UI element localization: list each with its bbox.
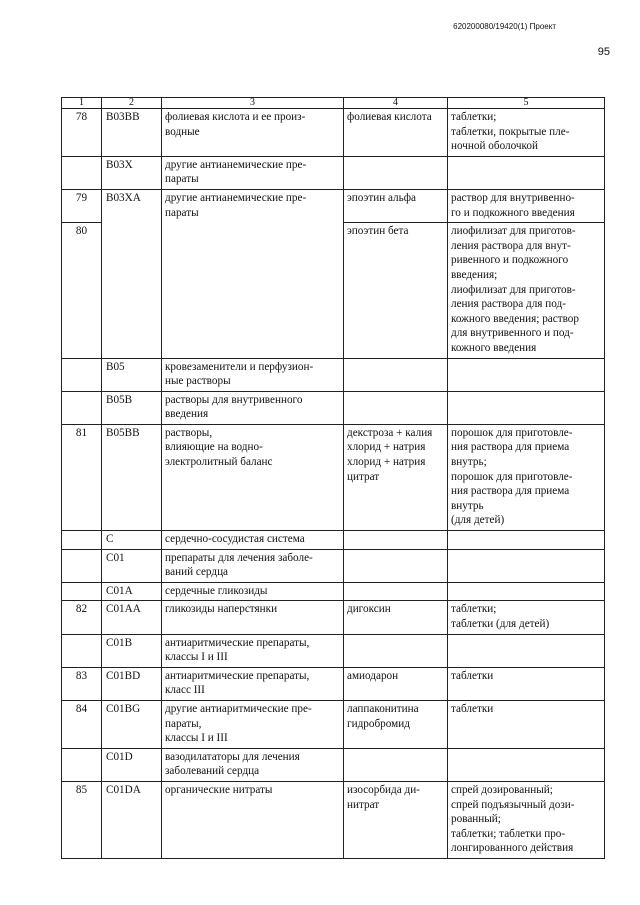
drug-name-line: хлорид + натрия bbox=[347, 456, 426, 469]
dosage-form-line: лиофилизат для приготов- bbox=[451, 283, 576, 296]
row-number bbox=[62, 634, 102, 667]
row-number bbox=[62, 156, 102, 189]
dosage-form-line: таблетки bbox=[451, 669, 494, 682]
drug-name-line: эпоэтин альфа bbox=[347, 191, 416, 204]
atc-group-line: кровезаменители и перфузион- bbox=[165, 360, 314, 373]
row-number bbox=[62, 531, 102, 550]
atc-code: C01DA bbox=[102, 781, 162, 858]
atc-group-line: другие антиаритмические пре- bbox=[165, 702, 312, 715]
atc-code: C01 bbox=[102, 549, 162, 582]
atc-group-line: параты bbox=[165, 206, 199, 219]
row-number: 80 bbox=[62, 223, 102, 358]
atc-group-line: гликозиды наперстянки bbox=[165, 603, 278, 616]
atc-group-line: классы I и III bbox=[165, 651, 228, 664]
dosage-form-line: внутрь; bbox=[451, 456, 487, 469]
atc-code: B05BB bbox=[102, 424, 162, 530]
drug-name bbox=[344, 358, 448, 391]
atc-code: B03BB bbox=[102, 109, 162, 157]
row-number bbox=[62, 582, 102, 601]
dosage-form bbox=[448, 189, 605, 222]
atc-group-line: заболеваний сердца bbox=[165, 765, 260, 778]
atc-group-line: влияющие на водно- bbox=[165, 441, 263, 454]
table-row bbox=[62, 358, 605, 391]
drug-name bbox=[344, 223, 448, 358]
drug-name-line: хлорид + натрия bbox=[347, 441, 426, 454]
atc-group-line: растворы для внутривенного bbox=[165, 393, 303, 406]
row-number: 79 bbox=[62, 189, 102, 222]
dosage-form-line: лонгированного действия bbox=[451, 842, 574, 855]
column-header-1: 1 bbox=[62, 98, 102, 109]
atc-group bbox=[162, 189, 344, 222]
atc-code: B05B bbox=[102, 391, 162, 424]
row-number bbox=[62, 358, 102, 391]
drug-name bbox=[344, 667, 448, 700]
dosage-form bbox=[448, 700, 605, 748]
drug-name-line: эпоэтин бета bbox=[347, 225, 409, 238]
atc-group-line: электролитный баланс bbox=[165, 456, 273, 469]
atc-group-line: параты, bbox=[165, 717, 202, 730]
atc-code: C01BD bbox=[102, 667, 162, 700]
dosage-form bbox=[448, 667, 605, 700]
atc-group-line: классы I и III bbox=[165, 732, 228, 745]
atc-group-line: фолиевая кислота и ее произ- bbox=[165, 111, 306, 123]
dosage-form-line: таблетки; bbox=[451, 111, 497, 123]
drug-name-line: гидробромид bbox=[347, 717, 410, 730]
dosage-form-line: (для детей) bbox=[451, 514, 505, 527]
drug-name-line: лаппаконитина bbox=[347, 702, 419, 715]
drug-table bbox=[61, 97, 605, 859]
atc-group bbox=[162, 634, 344, 667]
table-row bbox=[62, 601, 605, 634]
drug-name bbox=[344, 601, 448, 634]
atc-group-line: растворы, bbox=[165, 426, 213, 439]
dosage-form bbox=[448, 358, 605, 391]
drug-name bbox=[344, 391, 448, 424]
dosage-form-line: кожного введения bbox=[451, 341, 537, 354]
dosage-form-line: ночной оболочкой bbox=[451, 140, 538, 153]
atc-group bbox=[162, 109, 344, 157]
dosage-form-line: порошок для приготовле- bbox=[451, 426, 573, 439]
table-row bbox=[62, 748, 605, 781]
atc-group bbox=[162, 781, 344, 858]
atc-code: C bbox=[102, 531, 162, 550]
column-header-5: 5 bbox=[448, 98, 605, 109]
drug-name bbox=[344, 531, 448, 550]
dosage-form-line: таблетки; таблетки про- bbox=[451, 827, 566, 840]
table-row bbox=[62, 156, 605, 189]
atc-group-line: класс III bbox=[165, 684, 205, 697]
atc-code: C01A bbox=[102, 582, 162, 601]
table-row bbox=[62, 781, 605, 858]
drug-name-line: дигоксин bbox=[347, 603, 391, 616]
dosage-form-line: ривенного и подкожного bbox=[451, 254, 569, 267]
drug-name-line: изосорбида ди- bbox=[347, 783, 420, 796]
table-row bbox=[62, 667, 605, 700]
dosage-form-line: ления раствора для под- bbox=[451, 298, 566, 311]
drug-name bbox=[344, 700, 448, 748]
atc-group-line: другие антианемические пре- bbox=[165, 191, 307, 204]
dosage-form bbox=[448, 634, 605, 667]
table-row bbox=[62, 582, 605, 601]
table-row bbox=[62, 634, 605, 667]
table-row bbox=[62, 549, 605, 582]
dosage-form-line: таблетки (для детей) bbox=[451, 618, 550, 630]
dosage-form bbox=[448, 223, 605, 358]
atc-group-line: ваний сердца bbox=[165, 566, 229, 579]
atc-group bbox=[162, 700, 344, 748]
row-number bbox=[62, 748, 102, 781]
dosage-form-line: ния раствора для приема bbox=[451, 441, 570, 454]
atc-code: B03X bbox=[102, 156, 162, 189]
atc-group bbox=[162, 531, 344, 550]
dosage-form-line: рованный; bbox=[451, 813, 501, 826]
row-number: 82 bbox=[62, 601, 102, 634]
atc-code bbox=[102, 223, 162, 358]
atc-group bbox=[162, 549, 344, 582]
table-row bbox=[62, 531, 605, 550]
row-number: 83 bbox=[62, 667, 102, 700]
drug-name bbox=[344, 189, 448, 222]
dosage-form-line: ления раствора для внут- bbox=[451, 239, 571, 252]
atc-group-line: антиаритмические препараты, bbox=[165, 636, 310, 649]
dosage-form bbox=[448, 156, 605, 189]
dosage-form-line: кожного введения; раствор bbox=[451, 312, 579, 325]
atc-group-line: сердечно-сосудистая система bbox=[165, 533, 305, 546]
drug-name-line: фолиевая кислота bbox=[347, 111, 432, 123]
document-id: 620200080/19420(1) Проект bbox=[453, 22, 556, 31]
drug-name-line: декстроза + калия bbox=[347, 426, 433, 439]
drug-name bbox=[344, 424, 448, 530]
dosage-form-line: раствор для внутривенно- bbox=[451, 191, 575, 204]
atc-group-line: параты bbox=[165, 173, 199, 186]
dosage-form bbox=[448, 582, 605, 601]
atc-code: C01D bbox=[102, 748, 162, 781]
row-number: 81 bbox=[62, 424, 102, 530]
drug-name bbox=[344, 748, 448, 781]
table-row bbox=[62, 391, 605, 424]
dosage-form-line: введения; bbox=[451, 268, 498, 281]
row-number: 78 bbox=[62, 109, 102, 157]
atc-group-line: другие антианемические пре- bbox=[165, 158, 307, 171]
dosage-form-line: внутрь bbox=[451, 499, 484, 512]
table-row bbox=[62, 109, 605, 157]
table-row bbox=[62, 424, 605, 530]
row-number: 85 bbox=[62, 781, 102, 858]
atc-group bbox=[162, 424, 344, 530]
atc-code: C01BG bbox=[102, 700, 162, 748]
row-number: 84 bbox=[62, 700, 102, 748]
atc-group bbox=[162, 391, 344, 424]
column-header-3: 3 bbox=[162, 98, 344, 109]
drug-name-line: нитрат bbox=[347, 798, 380, 811]
column-header-4: 4 bbox=[344, 98, 448, 109]
atc-group bbox=[162, 748, 344, 781]
atc-group bbox=[162, 582, 344, 601]
dosage-form-line: лиофилизат для приготов- bbox=[451, 225, 576, 238]
atc-group bbox=[162, 223, 344, 358]
dosage-form-line: ния раствора для приема bbox=[451, 485, 570, 498]
dosage-form bbox=[448, 748, 605, 781]
page-number: 95 bbox=[597, 46, 610, 58]
drug-name bbox=[344, 781, 448, 858]
atc-group bbox=[162, 601, 344, 634]
dosage-form bbox=[448, 601, 605, 634]
atc-group-line: антиаритмические препараты, bbox=[165, 669, 310, 682]
dosage-form bbox=[448, 109, 605, 157]
drug-name bbox=[344, 109, 448, 157]
dosage-form-line: таблетки bbox=[451, 702, 494, 715]
table-header-row bbox=[62, 98, 605, 109]
dosage-form-line: для внутривенного и под- bbox=[451, 327, 574, 340]
dosage-form-line: го и подкожного введения bbox=[451, 206, 575, 219]
drug-name-line: цитрат bbox=[347, 470, 380, 483]
table-row bbox=[62, 223, 605, 358]
drug-name bbox=[344, 549, 448, 582]
drug-name bbox=[344, 156, 448, 189]
atc-group-line: органические нитраты bbox=[165, 783, 273, 796]
column-header-2: 2 bbox=[102, 98, 162, 109]
atc-group-line: сердечные гликозиды bbox=[165, 584, 268, 597]
dosage-form bbox=[448, 781, 605, 858]
dosage-form-line: таблетки, покрытые пле- bbox=[451, 125, 570, 138]
row-number bbox=[62, 549, 102, 582]
row-number bbox=[62, 391, 102, 424]
dosage-form-line: спрей дозированный; bbox=[451, 783, 553, 796]
atc-group-line: препараты для лечения заболе- bbox=[165, 551, 313, 564]
dosage-form-line: порошок для приготовле- bbox=[451, 470, 573, 483]
dosage-form bbox=[448, 549, 605, 582]
atc-group bbox=[162, 667, 344, 700]
drug-name bbox=[344, 634, 448, 667]
table-body bbox=[62, 109, 605, 859]
atc-group-line: введения bbox=[165, 408, 209, 421]
atc-group bbox=[162, 358, 344, 391]
atc-group bbox=[162, 156, 344, 189]
table-row bbox=[62, 189, 605, 222]
atc-group-line: ные растворы bbox=[165, 375, 231, 388]
drug-name bbox=[344, 582, 448, 601]
atc-code: C01B bbox=[102, 634, 162, 667]
atc-group-line: вазодилататоры для лечения bbox=[165, 750, 300, 763]
atc-group-line: водные bbox=[165, 125, 200, 138]
dosage-form bbox=[448, 531, 605, 550]
atc-code: B05 bbox=[102, 358, 162, 391]
drug-name-line: амиодарон bbox=[347, 669, 399, 682]
atc-code: B03XA bbox=[102, 189, 162, 222]
dosage-form-line: таблетки; bbox=[451, 603, 497, 616]
dosage-form bbox=[448, 424, 605, 530]
atc-code: C01AA bbox=[102, 601, 162, 634]
dosage-form bbox=[448, 391, 605, 424]
table-row bbox=[62, 700, 605, 748]
dosage-form-line: спрей подъязычный дози- bbox=[451, 798, 575, 811]
